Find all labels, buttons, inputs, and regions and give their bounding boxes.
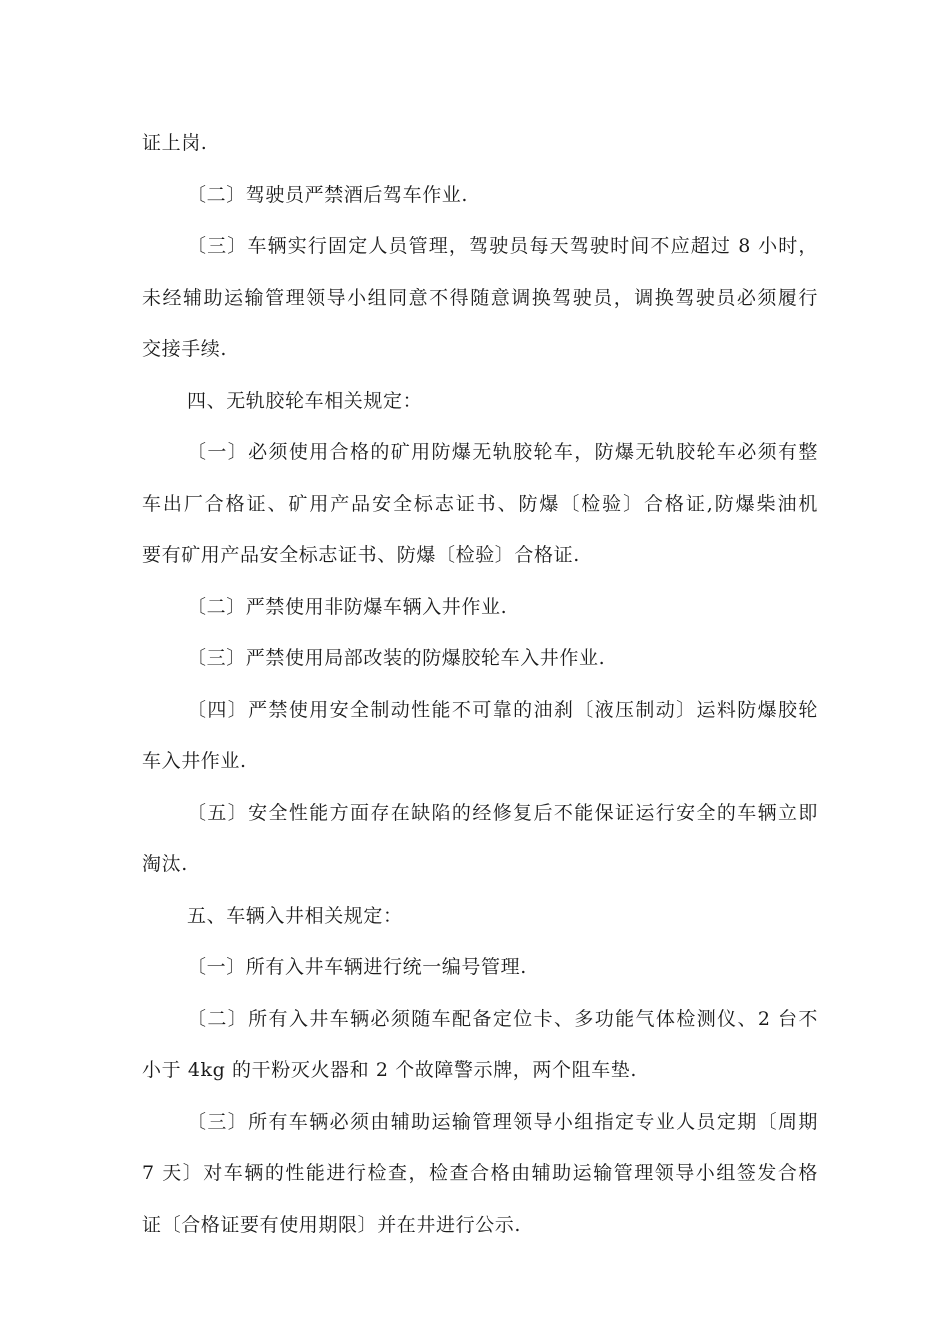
section-heading: 五、车辆入井相关规定：	[187, 904, 403, 927]
text-line: 〔五〕安全性能方面存在缺陷的经修复后不能保证运行安全的车辆立即	[187, 801, 818, 824]
text-line: 车出厂合格证、矿用产品安全标志证书、防爆〔检验〕合格证,防爆柴油机	[142, 492, 818, 515]
text-line: 〔二〕严禁使用非防爆车辆入井作业.	[187, 595, 508, 618]
text-line: 证上岗.	[142, 132, 208, 154]
text-line: 〔二〕驾驶员严禁酒后驾车作业.	[187, 183, 469, 206]
text-line: 〔三〕车辆实行固定人员管理，驾驶员每天驾驶时间不应超过 8 小时，	[187, 235, 818, 257]
text-line: 〔二〕所有入井车辆必须随车配备定位卡、多功能气体检测仪、2 台不	[187, 1007, 818, 1030]
text-line: 〔三〕严禁使用局部改装的防爆胶轮车入井作业.	[187, 647, 606, 669]
document-body	[142, 118, 818, 1251]
text-line: 淘汰.	[142, 853, 188, 875]
text-line: 〔四〕严禁使用安全制动性能不可靠的油刹〔液压制动〕运料防爆胶轮	[187, 698, 818, 721]
text-line: 要有矿用产品安全标志证书、防爆〔检验〕合格证.	[142, 544, 580, 566]
text-line: 交接手续.	[142, 338, 228, 360]
text-line: 未经辅助运输管理领导小组同意不得随意调换驾驶员，调换驾驶员必须履行	[142, 286, 818, 309]
section-heading: 四、无轨胶轮车相关规定：	[187, 389, 423, 412]
text-line: 证〔合格证要有使用期限〕并在井进行公示.	[142, 1213, 522, 1236]
text-line: 小于 4kg 的干粉灭火器和 2 个故障警示牌，两个阻车垫.	[142, 1059, 638, 1081]
text-line: 〔三〕所有车辆必须由辅助运输管理领导小组指定专业人员定期〔周期	[187, 1110, 818, 1133]
text-line: 〔一〕所有入井车辆进行统一编号管理.	[187, 956, 527, 978]
text-line: 〔一〕必须使用合格的矿用防爆无轨胶轮车，防爆无轨胶轮车必须有整	[187, 441, 818, 463]
text-line: 车入井作业.	[142, 750, 247, 772]
text-line: 7 天〕对车辆的性能进行检查，检查合格由辅助运输管理领导小组签发合格	[142, 1162, 818, 1184]
